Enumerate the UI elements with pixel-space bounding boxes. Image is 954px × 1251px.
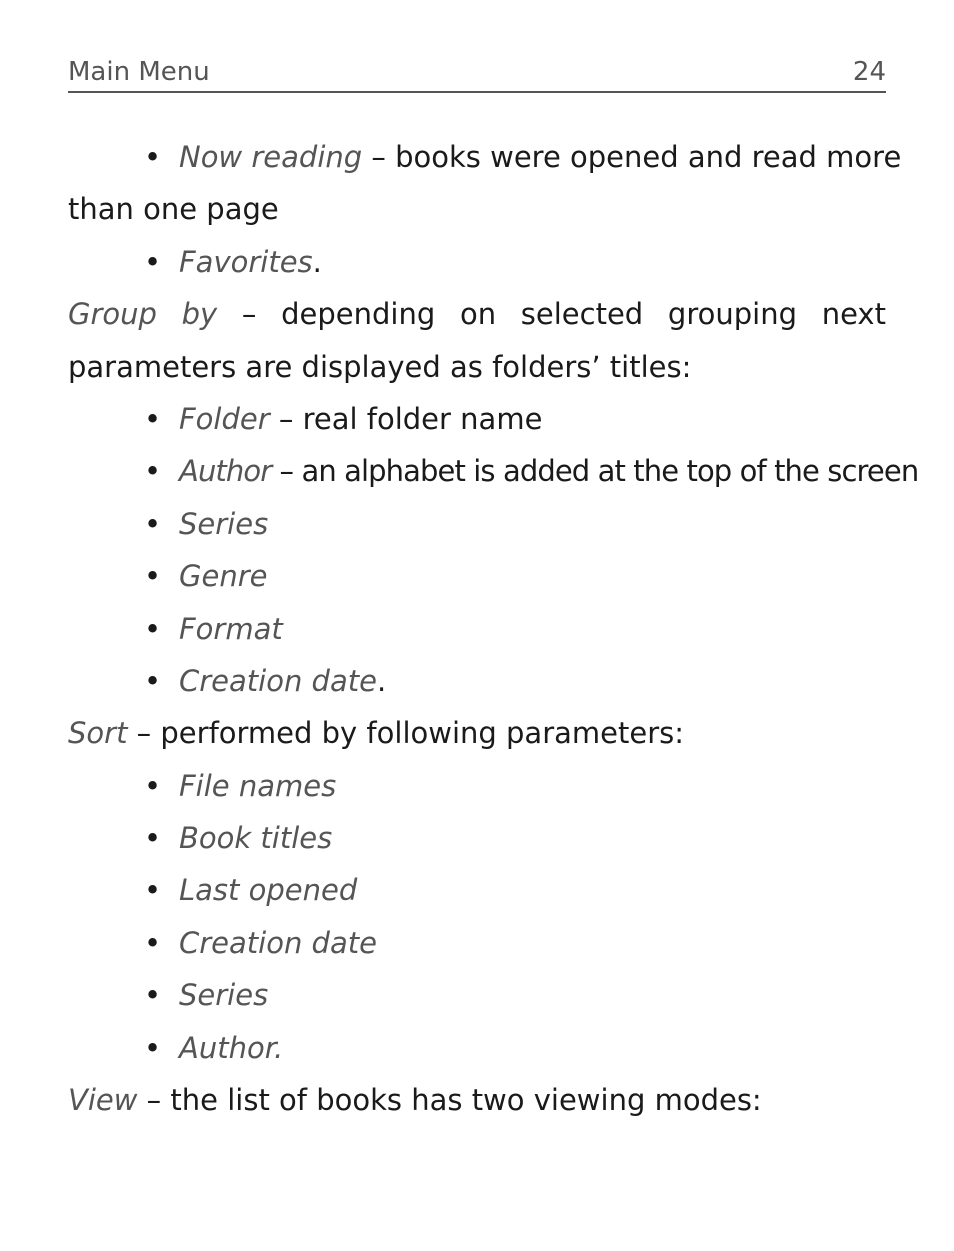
favorites-period: . <box>312 244 322 279</box>
word: on <box>459 297 497 332</box>
list-item-favorites <box>68 236 886 288</box>
desc-author: – an alphabet is added at the top of the screen <box>271 454 919 489</box>
page-number: 24 <box>852 57 886 87</box>
list-item-last-opened <box>68 864 886 916</box>
term-last-opened: Last opened <box>179 873 358 908</box>
term-now-reading: Now reading <box>179 140 363 174</box>
term-view: View <box>68 1083 138 1118</box>
word: selected <box>520 297 644 332</box>
desc-sort: – performed by following parameters: <box>127 716 685 751</box>
word: depending <box>281 297 436 332</box>
paragraph-line: than one page <box>68 192 279 227</box>
term-format: Format <box>179 611 283 646</box>
term-sort: Sort <box>68 716 128 751</box>
list-item-format <box>68 603 886 655</box>
term-sort-series: Series <box>179 978 269 1013</box>
paragraph-line: parameters are displayed as folders’ titles: <box>68 349 692 384</box>
term-file-names: File names <box>179 768 337 803</box>
creation-date-period: . <box>376 663 387 698</box>
term-series: Series <box>179 506 269 541</box>
list-item-file-names <box>68 760 886 812</box>
term-by: by <box>181 297 218 332</box>
word: – <box>241 297 257 332</box>
word: grouping <box>667 297 797 332</box>
list-item-genre <box>68 550 886 602</box>
desc-now-reading: – books were opened and read more <box>362 140 902 174</box>
list-item-series <box>68 498 886 550</box>
term-group: Group <box>68 297 157 332</box>
term-sort-creation-date: Creation date <box>179 925 377 960</box>
list-item-book-titles <box>68 812 886 864</box>
term-book-titles: Book titles <box>179 821 333 856</box>
section-title: Main Menu <box>68 57 210 87</box>
term-author: Author <box>179 454 272 489</box>
desc-folder: – real folder name <box>269 401 543 436</box>
list-item-sort-creation-date <box>68 917 886 969</box>
desc-view: – the list of books has two viewing modes: <box>137 1083 762 1118</box>
term-favorites: Favorites <box>179 244 313 279</box>
term-genre: Genre <box>179 559 268 594</box>
page-body <box>68 131 919 1126</box>
view-line <box>68 1074 886 1126</box>
list-item-folder <box>68 393 886 445</box>
list-item-creation-date <box>68 655 886 707</box>
term-sort-author: Author. <box>179 1030 284 1065</box>
sort-line <box>68 707 886 759</box>
list-item-sort-author <box>68 1022 886 1074</box>
group-by-line <box>68 288 886 340</box>
list-item-sort-series <box>68 969 886 1021</box>
term-creation-date: Creation date <box>179 663 377 698</box>
list-item-author <box>68 445 919 497</box>
list-item-now-reading <box>68 131 902 183</box>
page-header <box>68 57 886 93</box>
term-folder: Folder <box>179 401 270 436</box>
word: next <box>821 297 886 332</box>
